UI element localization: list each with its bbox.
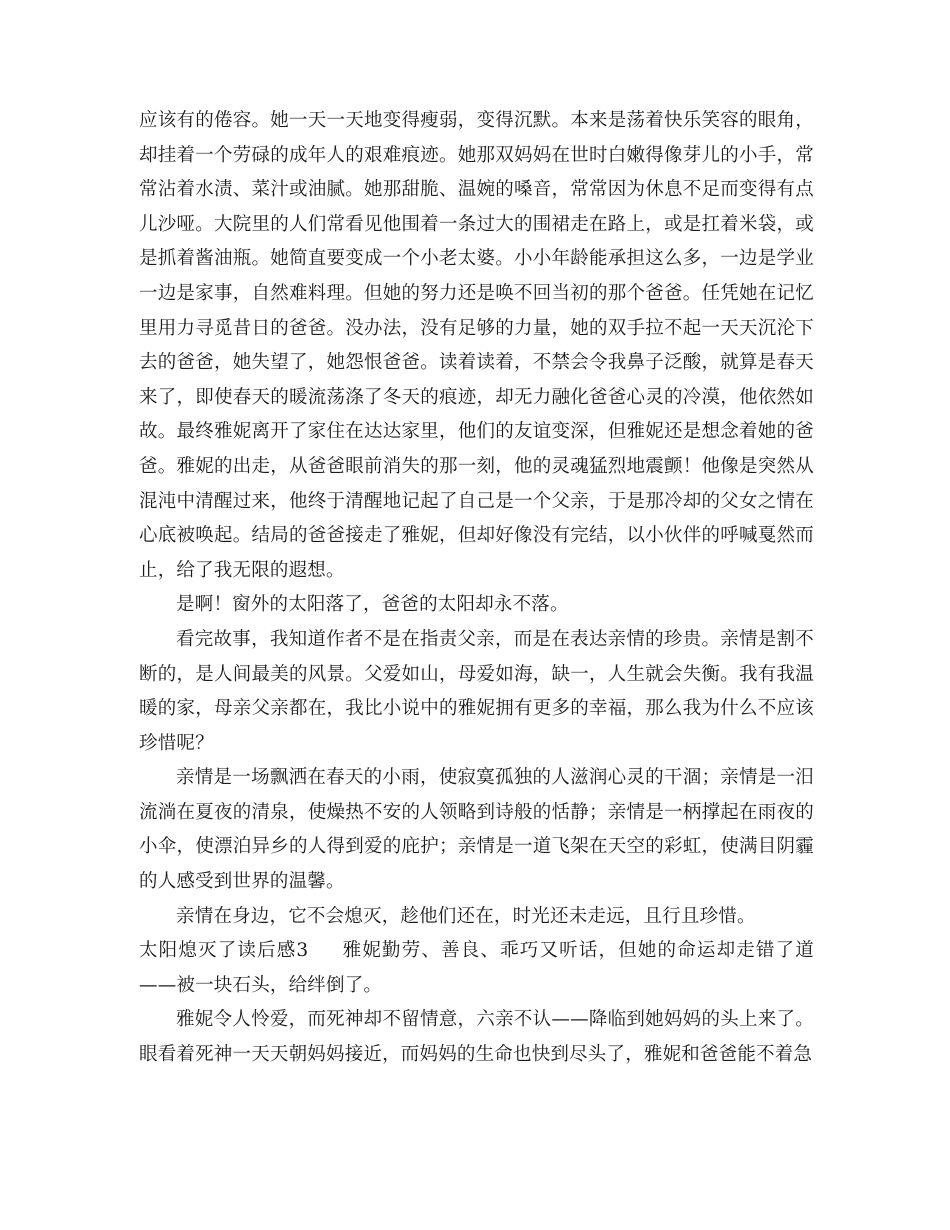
section-first-text: 雅妮勤劳、善良、乖巧又听话，但她的命运却走错了道——被一块石头，给绊倒了。 bbox=[139, 940, 814, 996]
paragraph-2: 是啊！窗外的太阳落了，爸爸的太阳却永不落。 bbox=[176, 594, 569, 616]
paragraph-1: 应该有的倦容。她一天一天地变得瘦弱，变得沉默。本来是荡着快乐笑容的眼角，却挂着一个劳碌的成年人的艰难痕迹。她那双妈妈在世时白嫩得像芽儿的小手，常常沾着水渍、菜汁或油腻。她那甜脆、温婉的嗓音，常常因为休息不足而变得有点儿沙哑。大院里的人们常看见他围着一条过大的围裙走在路上，或是扛着米袋，或是抓着酱油瓶。她简直要变成一个小老太婆。小小年龄能承担这么多，一边是学业一边是家事，自然难料理。但她的努力还是唤不回当初的那个爸爸。任凭她在记忆里用力寻觅昔日的爸爸。没办法，没有足够的力量，她的双手拉不起一天天沉沦下去的爸爸，她失望了，她怨恨爸爸。读着读着，不禁会令我鼻子泛酸，就算是春天来了，即使春天的暖流荡涤了冬天的痕迹，却无力融化爸爸心灵的冷漠，他依然如故。最终雅妮离开了家住在达达家里，他们的友谊变深，但雅妮还是想念着她的爸爸。雅妮的出走，从爸爸眼前消失的那一刻，他的灵魂猛烈地震颤！他像是突然从混沌中清醒过来，他终于清醒地记起了自己是一个父亲，于是那冷却的父女之情在心底被唤起。结局的爸爸接走了雅妮，但却好像没有完结，以小伙伴的呼喊戛然而止，给了我无限的遐想。 bbox=[139, 110, 814, 581]
paragraph-7: 雅妮令人怜爱，而死神却不留情意，六亲不认——降临到她妈妈的头上来了。眼看着死神一天天朝妈妈接近，而妈妈的生命也快到尽头了，雅妮和爸爸能不着急 bbox=[139, 1009, 814, 1066]
paragraph-3: 看完故事，我知道作者不是在指责父亲，而是在表达亲情的珍贵。亲情是割不断的，是人间最美的风景。父爱如山，母爱如海，缺一，人生就会失衡。我有我温暖的家，母亲父亲都在，我比小说中的雅妮拥有更多的幸福，那么我为什么不应该珍惜呢？ bbox=[139, 628, 814, 754]
section-heading: 太阳熄灭了读后感3 bbox=[139, 940, 309, 962]
paragraph-5: 亲情在身边，它不会熄灭，趁他们还在，时光还未走远，且行且珍惜。 bbox=[176, 905, 756, 927]
section-paragraph-first bbox=[139, 934, 814, 1003]
paragraph-4: 亲情是一场飘洒在春天的小雨，使寂寞孤独的人滋润心灵的干涸；亲情是一汨流淌在夏夜的清泉，使燥热不安的人领略到诗般的恬静；亲情是一柄撑起在雨夜的小伞，使漂泊异乡的人得到爱的庇护；亲情是一道飞架在天空的彩虹，使满目阴霾的人感受到世界的温馨。 bbox=[139, 767, 814, 893]
document-body bbox=[139, 104, 814, 1073]
